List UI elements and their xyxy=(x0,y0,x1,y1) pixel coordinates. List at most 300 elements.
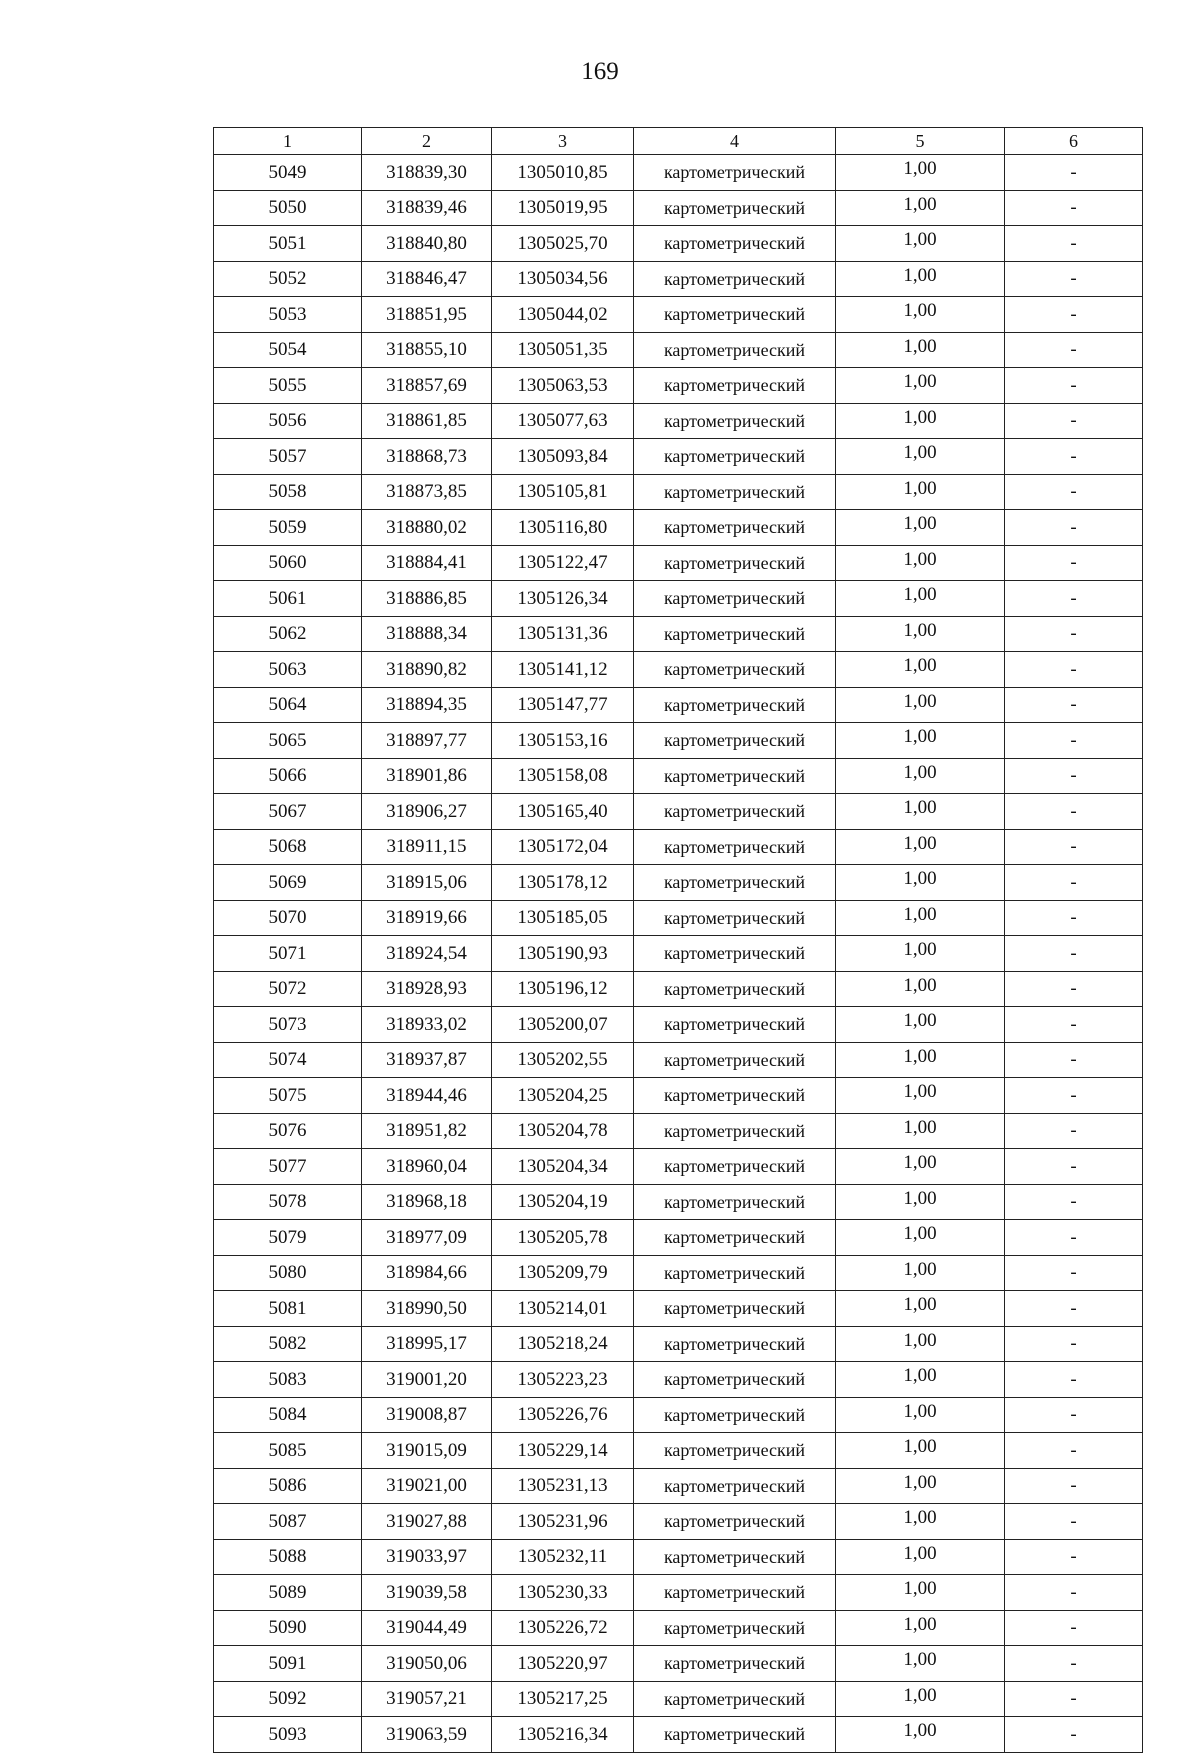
point-number-cell: 5079 xyxy=(214,1220,362,1256)
y-coordinate-cell: 1305204,19 xyxy=(492,1184,634,1220)
table-row xyxy=(214,1326,1143,1362)
table-row xyxy=(214,581,1143,617)
method-cell: картометрический xyxy=(634,1042,836,1078)
table-row xyxy=(214,1291,1143,1327)
table-row xyxy=(214,1646,1143,1682)
note-cell: - xyxy=(1005,687,1143,723)
note-cell: - xyxy=(1005,332,1143,368)
method-cell: картометрический xyxy=(634,545,836,581)
accuracy-cell: 1,00 xyxy=(836,1681,1005,1717)
table-row xyxy=(214,936,1143,972)
x-coordinate-cell: 318846,47 xyxy=(362,261,492,297)
accuracy-cell: 1,00 xyxy=(836,1220,1005,1256)
note-cell: - xyxy=(1005,794,1143,830)
method-cell: картометрический xyxy=(634,155,836,191)
note-cell: - xyxy=(1005,1255,1143,1291)
method-cell: картометрический xyxy=(634,368,836,404)
note-cell: - xyxy=(1005,616,1143,652)
method-cell: картометрический xyxy=(634,900,836,936)
method-cell: картометрический xyxy=(634,1539,836,1575)
method-cell: картометрический xyxy=(634,652,836,688)
y-coordinate-cell: 1305220,97 xyxy=(492,1646,634,1682)
point-number-cell: 5065 xyxy=(214,723,362,759)
x-coordinate-cell: 319015,09 xyxy=(362,1433,492,1469)
method-cell: картометрический xyxy=(634,1717,836,1753)
method-cell: картометрический xyxy=(634,829,836,865)
accuracy-cell: 1,00 xyxy=(836,687,1005,723)
point-number-cell: 5070 xyxy=(214,900,362,936)
note-cell: - xyxy=(1005,1078,1143,1114)
table-row xyxy=(214,1397,1143,1433)
x-coordinate-cell: 319033,97 xyxy=(362,1539,492,1575)
method-cell: картометрический xyxy=(634,332,836,368)
x-coordinate-cell: 319039,58 xyxy=(362,1575,492,1611)
method-cell: картометрический xyxy=(634,1681,836,1717)
y-coordinate-cell: 1305217,25 xyxy=(492,1681,634,1717)
note-cell: - xyxy=(1005,900,1143,936)
table-row xyxy=(214,1042,1143,1078)
column-header: 5 xyxy=(836,128,1005,155)
x-coordinate-cell: 319050,06 xyxy=(362,1646,492,1682)
x-coordinate-cell: 318873,85 xyxy=(362,474,492,510)
point-number-cell: 5063 xyxy=(214,652,362,688)
method-cell: картометрический xyxy=(634,297,836,333)
method-cell: картометрический xyxy=(634,510,836,546)
accuracy-cell: 1,00 xyxy=(836,652,1005,688)
table-row xyxy=(214,971,1143,1007)
point-number-cell: 5059 xyxy=(214,510,362,546)
column-header: 6 xyxy=(1005,128,1143,155)
accuracy-cell: 1,00 xyxy=(836,474,1005,510)
table-row xyxy=(214,1113,1143,1149)
y-coordinate-cell: 1305196,12 xyxy=(492,971,634,1007)
table-row xyxy=(214,1362,1143,1398)
method-cell: картометрический xyxy=(634,261,836,297)
method-cell: картометрический xyxy=(634,1113,836,1149)
x-coordinate-cell: 318839,46 xyxy=(362,190,492,226)
y-coordinate-cell: 1305231,96 xyxy=(492,1504,634,1540)
accuracy-cell: 1,00 xyxy=(836,1042,1005,1078)
table-row xyxy=(214,1717,1143,1753)
page-number: 169 xyxy=(581,58,619,85)
note-cell: - xyxy=(1005,1433,1143,1469)
point-number-cell: 5066 xyxy=(214,758,362,794)
method-cell: картометрический xyxy=(634,1255,836,1291)
point-number-cell: 5073 xyxy=(214,1007,362,1043)
note-cell: - xyxy=(1005,581,1143,617)
accuracy-cell: 1,00 xyxy=(836,403,1005,439)
note-cell: - xyxy=(1005,261,1143,297)
table-row xyxy=(214,1078,1143,1114)
accuracy-cell: 1,00 xyxy=(836,829,1005,865)
y-coordinate-cell: 1305025,70 xyxy=(492,226,634,262)
accuracy-cell: 1,00 xyxy=(836,1078,1005,1114)
note-cell: - xyxy=(1005,1646,1143,1682)
point-number-cell: 5054 xyxy=(214,332,362,368)
accuracy-cell: 1,00 xyxy=(836,439,1005,475)
table-row xyxy=(214,616,1143,652)
note-cell: - xyxy=(1005,1149,1143,1185)
method-cell: картометрический xyxy=(634,1149,836,1185)
point-number-cell: 5072 xyxy=(214,971,362,1007)
x-coordinate-cell: 319027,88 xyxy=(362,1504,492,1540)
table-row xyxy=(214,226,1143,262)
table-row xyxy=(214,1681,1143,1717)
note-cell: - xyxy=(1005,1610,1143,1646)
note-cell: - xyxy=(1005,1468,1143,1504)
note-cell: - xyxy=(1005,936,1143,972)
x-coordinate-cell: 318880,02 xyxy=(362,510,492,546)
accuracy-cell: 1,00 xyxy=(836,581,1005,617)
coordinates-table xyxy=(213,127,1143,1753)
accuracy-cell: 1,00 xyxy=(836,190,1005,226)
table-row xyxy=(214,1149,1143,1185)
point-number-cell: 5081 xyxy=(214,1291,362,1327)
method-cell: картометрический xyxy=(634,190,836,226)
accuracy-cell: 1,00 xyxy=(836,758,1005,794)
accuracy-cell: 1,00 xyxy=(836,1362,1005,1398)
y-coordinate-cell: 1305230,33 xyxy=(492,1575,634,1611)
table-row xyxy=(214,368,1143,404)
note-cell: - xyxy=(1005,1291,1143,1327)
point-number-cell: 5071 xyxy=(214,936,362,972)
y-coordinate-cell: 1305216,34 xyxy=(492,1717,634,1753)
y-coordinate-cell: 1305209,79 xyxy=(492,1255,634,1291)
accuracy-cell: 1,00 xyxy=(836,332,1005,368)
point-number-cell: 5084 xyxy=(214,1397,362,1433)
table-row xyxy=(214,758,1143,794)
table-row xyxy=(214,297,1143,333)
accuracy-cell: 1,00 xyxy=(836,368,1005,404)
point-number-cell: 5091 xyxy=(214,1646,362,1682)
x-coordinate-cell: 318840,80 xyxy=(362,226,492,262)
point-number-cell: 5075 xyxy=(214,1078,362,1114)
accuracy-cell: 1,00 xyxy=(836,1539,1005,1575)
note-cell: - xyxy=(1005,758,1143,794)
method-cell: картометрический xyxy=(634,971,836,1007)
y-coordinate-cell: 1305122,47 xyxy=(492,545,634,581)
note-cell: - xyxy=(1005,545,1143,581)
table-row xyxy=(214,723,1143,759)
x-coordinate-cell: 319044,49 xyxy=(362,1610,492,1646)
column-header: 3 xyxy=(492,128,634,155)
note-cell: - xyxy=(1005,155,1143,191)
point-number-cell: 5049 xyxy=(214,155,362,191)
method-cell: картометрический xyxy=(634,1007,836,1043)
point-number-cell: 5068 xyxy=(214,829,362,865)
note-cell: - xyxy=(1005,368,1143,404)
note-cell: - xyxy=(1005,1575,1143,1611)
y-coordinate-cell: 1305204,34 xyxy=(492,1149,634,1185)
point-number-cell: 5069 xyxy=(214,865,362,901)
method-cell: картометрический xyxy=(634,723,836,759)
table-row xyxy=(214,652,1143,688)
table-row xyxy=(214,1504,1143,1540)
x-coordinate-cell: 318906,27 xyxy=(362,794,492,830)
point-number-cell: 5055 xyxy=(214,368,362,404)
y-coordinate-cell: 1305202,55 xyxy=(492,1042,634,1078)
table-row xyxy=(214,794,1143,830)
method-cell: картометрический xyxy=(634,865,836,901)
table-row xyxy=(214,1575,1143,1611)
point-number-cell: 5062 xyxy=(214,616,362,652)
note-cell: - xyxy=(1005,297,1143,333)
point-number-cell: 5052 xyxy=(214,261,362,297)
method-cell: картометрический xyxy=(634,1468,836,1504)
x-coordinate-cell: 318984,66 xyxy=(362,1255,492,1291)
accuracy-cell: 1,00 xyxy=(836,226,1005,262)
table-row xyxy=(214,474,1143,510)
table-row xyxy=(214,190,1143,226)
accuracy-cell: 1,00 xyxy=(836,1291,1005,1327)
point-number-cell: 5057 xyxy=(214,439,362,475)
y-coordinate-cell: 1305141,12 xyxy=(492,652,634,688)
table-row xyxy=(214,865,1143,901)
accuracy-cell: 1,00 xyxy=(836,1468,1005,1504)
table-row xyxy=(214,403,1143,439)
y-coordinate-cell: 1305232,11 xyxy=(492,1539,634,1575)
accuracy-cell: 1,00 xyxy=(836,900,1005,936)
accuracy-cell: 1,00 xyxy=(836,1717,1005,1753)
table-row xyxy=(214,332,1143,368)
column-header: 2 xyxy=(362,128,492,155)
point-number-cell: 5085 xyxy=(214,1433,362,1469)
y-coordinate-cell: 1305205,78 xyxy=(492,1220,634,1256)
method-cell: картометрический xyxy=(634,1433,836,1469)
accuracy-cell: 1,00 xyxy=(836,794,1005,830)
x-coordinate-cell: 318933,02 xyxy=(362,1007,492,1043)
table-row xyxy=(214,829,1143,865)
x-coordinate-cell: 318861,85 xyxy=(362,403,492,439)
column-header: 4 xyxy=(634,128,836,155)
note-cell: - xyxy=(1005,1326,1143,1362)
method-cell: картометрический xyxy=(634,1291,836,1327)
y-coordinate-cell: 1305185,05 xyxy=(492,900,634,936)
x-coordinate-cell: 319057,21 xyxy=(362,1681,492,1717)
table-body xyxy=(214,155,1143,1753)
table-header-row xyxy=(214,128,1143,155)
point-number-cell: 5078 xyxy=(214,1184,362,1220)
method-cell: картометрический xyxy=(634,1504,836,1540)
x-coordinate-cell: 318857,69 xyxy=(362,368,492,404)
y-coordinate-cell: 1305218,24 xyxy=(492,1326,634,1362)
method-cell: картометрический xyxy=(634,474,836,510)
accuracy-cell: 1,00 xyxy=(836,545,1005,581)
point-number-cell: 5090 xyxy=(214,1610,362,1646)
x-coordinate-cell: 318968,18 xyxy=(362,1184,492,1220)
y-coordinate-cell: 1305190,93 xyxy=(492,936,634,972)
note-cell: - xyxy=(1005,510,1143,546)
point-number-cell: 5064 xyxy=(214,687,362,723)
table-row xyxy=(214,545,1143,581)
table-row xyxy=(214,155,1143,191)
method-cell: картометрический xyxy=(634,1326,836,1362)
note-cell: - xyxy=(1005,1007,1143,1043)
table-row xyxy=(214,687,1143,723)
method-cell: картометрический xyxy=(634,1184,836,1220)
x-coordinate-cell: 319001,20 xyxy=(362,1362,492,1398)
note-cell: - xyxy=(1005,1042,1143,1078)
accuracy-cell: 1,00 xyxy=(836,297,1005,333)
point-number-cell: 5077 xyxy=(214,1149,362,1185)
accuracy-cell: 1,00 xyxy=(836,1504,1005,1540)
accuracy-cell: 1,00 xyxy=(836,1646,1005,1682)
method-cell: картометрический xyxy=(634,616,836,652)
accuracy-cell: 1,00 xyxy=(836,1184,1005,1220)
y-coordinate-cell: 1305019,95 xyxy=(492,190,634,226)
y-coordinate-cell: 1305158,08 xyxy=(492,758,634,794)
x-coordinate-cell: 318951,82 xyxy=(362,1113,492,1149)
table-row xyxy=(214,510,1143,546)
accuracy-cell: 1,00 xyxy=(836,865,1005,901)
y-coordinate-cell: 1305231,13 xyxy=(492,1468,634,1504)
point-number-cell: 5051 xyxy=(214,226,362,262)
point-number-cell: 5058 xyxy=(214,474,362,510)
accuracy-cell: 1,00 xyxy=(836,723,1005,759)
note-cell: - xyxy=(1005,971,1143,1007)
point-number-cell: 5087 xyxy=(214,1504,362,1540)
y-coordinate-cell: 1305226,72 xyxy=(492,1610,634,1646)
table-row xyxy=(214,1220,1143,1256)
x-coordinate-cell: 319063,59 xyxy=(362,1717,492,1753)
point-number-cell: 5083 xyxy=(214,1362,362,1398)
y-coordinate-cell: 1305229,14 xyxy=(492,1433,634,1469)
x-coordinate-cell: 318890,82 xyxy=(362,652,492,688)
y-coordinate-cell: 1305063,53 xyxy=(492,368,634,404)
accuracy-cell: 1,00 xyxy=(836,1007,1005,1043)
y-coordinate-cell: 1305044,02 xyxy=(492,297,634,333)
table-row xyxy=(214,1433,1143,1469)
point-number-cell: 5082 xyxy=(214,1326,362,1362)
y-coordinate-cell: 1305226,76 xyxy=(492,1397,634,1433)
point-number-cell: 5067 xyxy=(214,794,362,830)
x-coordinate-cell: 318897,77 xyxy=(362,723,492,759)
accuracy-cell: 1,00 xyxy=(836,1113,1005,1149)
accuracy-cell: 1,00 xyxy=(836,1575,1005,1611)
note-cell: - xyxy=(1005,865,1143,901)
table-row xyxy=(214,1255,1143,1291)
accuracy-cell: 1,00 xyxy=(836,1610,1005,1646)
note-cell: - xyxy=(1005,226,1143,262)
x-coordinate-cell: 318977,09 xyxy=(362,1220,492,1256)
note-cell: - xyxy=(1005,403,1143,439)
accuracy-cell: 1,00 xyxy=(836,1433,1005,1469)
column-header: 1 xyxy=(214,128,362,155)
note-cell: - xyxy=(1005,1539,1143,1575)
x-coordinate-cell: 318928,93 xyxy=(362,971,492,1007)
x-coordinate-cell: 318919,66 xyxy=(362,900,492,936)
y-coordinate-cell: 1305051,35 xyxy=(492,332,634,368)
table-row xyxy=(214,1610,1143,1646)
note-cell: - xyxy=(1005,723,1143,759)
point-number-cell: 5053 xyxy=(214,297,362,333)
y-coordinate-cell: 1305200,07 xyxy=(492,1007,634,1043)
method-cell: картометрический xyxy=(634,1397,836,1433)
method-cell: картометрический xyxy=(634,1220,836,1256)
y-coordinate-cell: 1305153,16 xyxy=(492,723,634,759)
y-coordinate-cell: 1305116,80 xyxy=(492,510,634,546)
table-row xyxy=(214,261,1143,297)
method-cell: картометрический xyxy=(634,936,836,972)
accuracy-cell: 1,00 xyxy=(836,1397,1005,1433)
point-number-cell: 5089 xyxy=(214,1575,362,1611)
y-coordinate-cell: 1305126,34 xyxy=(492,581,634,617)
point-number-cell: 5088 xyxy=(214,1539,362,1575)
point-number-cell: 5080 xyxy=(214,1255,362,1291)
x-coordinate-cell: 318937,87 xyxy=(362,1042,492,1078)
x-coordinate-cell: 318924,54 xyxy=(362,936,492,972)
note-cell: - xyxy=(1005,829,1143,865)
x-coordinate-cell: 318855,10 xyxy=(362,332,492,368)
y-coordinate-cell: 1305165,40 xyxy=(492,794,634,830)
x-coordinate-cell: 318960,04 xyxy=(362,1149,492,1185)
y-coordinate-cell: 1305093,84 xyxy=(492,439,634,475)
point-number-cell: 5076 xyxy=(214,1113,362,1149)
method-cell: картометрический xyxy=(634,226,836,262)
x-coordinate-cell: 318990,50 xyxy=(362,1291,492,1327)
method-cell: картометрический xyxy=(634,687,836,723)
table-row xyxy=(214,1007,1143,1043)
point-number-cell: 5074 xyxy=(214,1042,362,1078)
method-cell: картометрический xyxy=(634,1610,836,1646)
x-coordinate-cell: 318888,34 xyxy=(362,616,492,652)
x-coordinate-cell: 318995,17 xyxy=(362,1326,492,1362)
accuracy-cell: 1,00 xyxy=(836,936,1005,972)
x-coordinate-cell: 318884,41 xyxy=(362,545,492,581)
y-coordinate-cell: 1305172,04 xyxy=(492,829,634,865)
accuracy-cell: 1,00 xyxy=(836,1149,1005,1185)
point-number-cell: 5050 xyxy=(214,190,362,226)
note-cell: - xyxy=(1005,474,1143,510)
point-number-cell: 5061 xyxy=(214,581,362,617)
note-cell: - xyxy=(1005,1113,1143,1149)
y-coordinate-cell: 1305204,78 xyxy=(492,1113,634,1149)
accuracy-cell: 1,00 xyxy=(836,971,1005,1007)
accuracy-cell: 1,00 xyxy=(836,616,1005,652)
method-cell: картометрический xyxy=(634,794,836,830)
y-coordinate-cell: 1305034,56 xyxy=(492,261,634,297)
note-cell: - xyxy=(1005,1504,1143,1540)
x-coordinate-cell: 319008,87 xyxy=(362,1397,492,1433)
y-coordinate-cell: 1305147,77 xyxy=(492,687,634,723)
note-cell: - xyxy=(1005,1717,1143,1753)
x-coordinate-cell: 318901,86 xyxy=(362,758,492,794)
point-number-cell: 5086 xyxy=(214,1468,362,1504)
table-row xyxy=(214,1184,1143,1220)
method-cell: картометрический xyxy=(634,1078,836,1114)
method-cell: картометрический xyxy=(634,439,836,475)
x-coordinate-cell: 318839,30 xyxy=(362,155,492,191)
accuracy-cell: 1,00 xyxy=(836,155,1005,191)
note-cell: - xyxy=(1005,190,1143,226)
method-cell: картометрический xyxy=(634,758,836,794)
accuracy-cell: 1,00 xyxy=(836,510,1005,546)
y-coordinate-cell: 1305131,36 xyxy=(492,616,634,652)
note-cell: - xyxy=(1005,439,1143,475)
x-coordinate-cell: 318911,15 xyxy=(362,829,492,865)
accuracy-cell: 1,00 xyxy=(836,261,1005,297)
x-coordinate-cell: 318944,46 xyxy=(362,1078,492,1114)
y-coordinate-cell: 1305105,81 xyxy=(492,474,634,510)
y-coordinate-cell: 1305077,63 xyxy=(492,403,634,439)
point-number-cell: 5056 xyxy=(214,403,362,439)
point-number-cell: 5093 xyxy=(214,1717,362,1753)
method-cell: картометрический xyxy=(634,403,836,439)
table-row xyxy=(214,439,1143,475)
method-cell: картометрический xyxy=(634,1575,836,1611)
accuracy-cell: 1,00 xyxy=(836,1326,1005,1362)
point-number-cell: 5092 xyxy=(214,1681,362,1717)
